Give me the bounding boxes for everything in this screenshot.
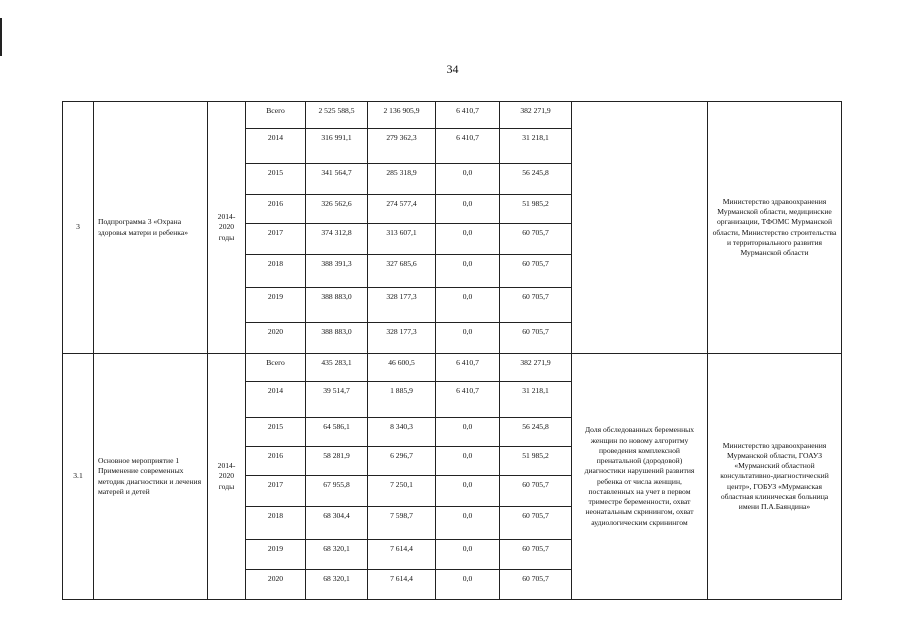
total-amount-cell: 374 312,8	[306, 223, 368, 254]
other-sources-cell: 51 985,2	[500, 194, 572, 223]
total-amount-cell: 388 391,3	[306, 254, 368, 287]
year-cell: 2014	[246, 381, 306, 417]
other-sources-cell: 60 705,7	[500, 254, 572, 287]
year-cell: 2017	[246, 475, 306, 506]
total-amount-cell: 2 525 588,5	[306, 102, 368, 129]
regional-budget-cell: 7 598,7	[368, 506, 436, 539]
federal-budget-cell: 6 410,7	[436, 354, 500, 382]
regional-budget-cell: 1 885,9	[368, 381, 436, 417]
total-amount-cell: 39 514,7	[306, 381, 368, 417]
implementation-period: 2014- 2020 годы	[208, 354, 246, 600]
total-amount-cell: 326 562,6	[306, 194, 368, 223]
activity-name: Основное мероприятие 1 Применение современных методик диагностики и лечения матерей и детей	[94, 354, 208, 600]
responsible-executors: Министерство здравоохранения Мурманской области, ГОАУЗ «Мурманский областной консультативно-диагностический центр», ГОБУЗ «Мурманская областная клиническая больница имени П.А.Баяндина»	[708, 354, 842, 600]
regional-budget-cell: 285 318,9	[368, 163, 436, 194]
other-sources-cell: 382 271,9	[500, 102, 572, 129]
year-cell: 2018	[246, 506, 306, 539]
other-sources-cell: 56 245,8	[500, 418, 572, 447]
other-sources-cell: 51 985,2	[500, 447, 572, 476]
federal-budget-cell: 0,0	[436, 287, 500, 322]
year-cell: 2014	[246, 128, 306, 163]
table-row	[63, 102, 842, 129]
federal-budget-cell: 0,0	[436, 163, 500, 194]
other-sources-cell: 382 271,9	[500, 354, 572, 382]
regional-budget-cell: 274 577,4	[368, 194, 436, 223]
year-cell: Всего	[246, 354, 306, 382]
year-cell: Всего	[246, 102, 306, 129]
year-cell: 2015	[246, 418, 306, 447]
table-row	[63, 354, 842, 382]
regional-budget-cell: 46 600,5	[368, 354, 436, 382]
other-sources-cell: 60 705,7	[500, 569, 572, 599]
responsible-executors: Министерство здравоохранения Мурманской области, медицинские организации, ТФОМС Мурманской области, Министерство строительства и территориального развития Мурманской области	[708, 102, 842, 354]
federal-budget-cell: 0,0	[436, 418, 500, 447]
total-amount-cell: 64 586,1	[306, 418, 368, 447]
year-cell: 2017	[246, 223, 306, 254]
total-amount-cell: 435 283,1	[306, 354, 368, 382]
other-sources-cell: 31 218,1	[500, 128, 572, 163]
regional-budget-cell: 328 177,3	[368, 323, 436, 354]
total-amount-cell: 68 320,1	[306, 569, 368, 599]
federal-budget-cell: 0,0	[436, 223, 500, 254]
total-amount-cell: 68 304,4	[306, 506, 368, 539]
regional-budget-cell: 6 296,7	[368, 447, 436, 476]
other-sources-cell: 56 245,8	[500, 163, 572, 194]
page-number: 34	[446, 62, 459, 76]
federal-budget-cell: 6 410,7	[436, 128, 500, 163]
year-cell: 2020	[246, 569, 306, 599]
total-amount-cell: 67 955,8	[306, 475, 368, 506]
result-indicator	[572, 102, 708, 354]
total-amount-cell: 388 883,0	[306, 287, 368, 322]
regional-budget-cell: 8 340,3	[368, 418, 436, 447]
total-amount-cell: 388 883,0	[306, 323, 368, 354]
federal-budget-cell: 0,0	[436, 254, 500, 287]
year-cell: 2020	[246, 323, 306, 354]
other-sources-cell: 60 705,7	[500, 539, 572, 569]
federal-budget-cell: 0,0	[436, 569, 500, 599]
regional-budget-cell: 327 685,6	[368, 254, 436, 287]
federal-budget-cell: 0,0	[436, 539, 500, 569]
year-cell: 2016	[246, 194, 306, 223]
left-margin-mark	[0, 18, 2, 56]
federal-budget-cell: 6 410,7	[436, 102, 500, 129]
federal-budget-cell: 0,0	[436, 323, 500, 354]
other-sources-cell: 60 705,7	[500, 475, 572, 506]
activity-name: Подпрограмма 3 «Охрана здоровья матери и ребенка»	[94, 102, 208, 354]
year-cell: 2018	[246, 254, 306, 287]
regional-budget-cell: 7 614,4	[368, 569, 436, 599]
regional-budget-cell: 328 177,3	[368, 287, 436, 322]
regional-budget-cell: 2 136 905,9	[368, 102, 436, 129]
regional-budget-cell: 279 362,3	[368, 128, 436, 163]
other-sources-cell: 60 705,7	[500, 223, 572, 254]
program-financing-table	[62, 101, 842, 600]
year-cell: 2019	[246, 287, 306, 322]
federal-budget-cell: 0,0	[436, 194, 500, 223]
year-cell: 2016	[246, 447, 306, 476]
other-sources-cell: 31 218,1	[500, 381, 572, 417]
total-amount-cell: 341 564,7	[306, 163, 368, 194]
federal-budget-cell: 0,0	[436, 475, 500, 506]
regional-budget-cell: 7 614,4	[368, 539, 436, 569]
implementation-period: 2014- 2020 годы	[208, 102, 246, 354]
other-sources-cell: 60 705,7	[500, 506, 572, 539]
other-sources-cell: 60 705,7	[500, 287, 572, 322]
total-amount-cell: 316 991,1	[306, 128, 368, 163]
row-number: 3	[63, 102, 94, 354]
total-amount-cell: 58 281,9	[306, 447, 368, 476]
year-cell: 2019	[246, 539, 306, 569]
federal-budget-cell: 6 410,7	[436, 381, 500, 417]
total-amount-cell: 68 320,1	[306, 539, 368, 569]
result-indicator: Доля обследованных беременных женщин по новому алгоритму проведения комплексной пренатальной (дородовой) диагностики нарушений развития ребенка от числа женщин, поставленных на учет в первом триместре беременности, охват неонатальным скринингом, охват аудиологическим скринингом	[572, 354, 708, 600]
row-number: 3.1	[63, 354, 94, 600]
federal-budget-cell: 0,0	[436, 447, 500, 476]
regional-budget-cell: 7 250,1	[368, 475, 436, 506]
year-cell: 2015	[246, 163, 306, 194]
federal-budget-cell: 0,0	[436, 506, 500, 539]
other-sources-cell: 60 705,7	[500, 323, 572, 354]
regional-budget-cell: 313 607,1	[368, 223, 436, 254]
